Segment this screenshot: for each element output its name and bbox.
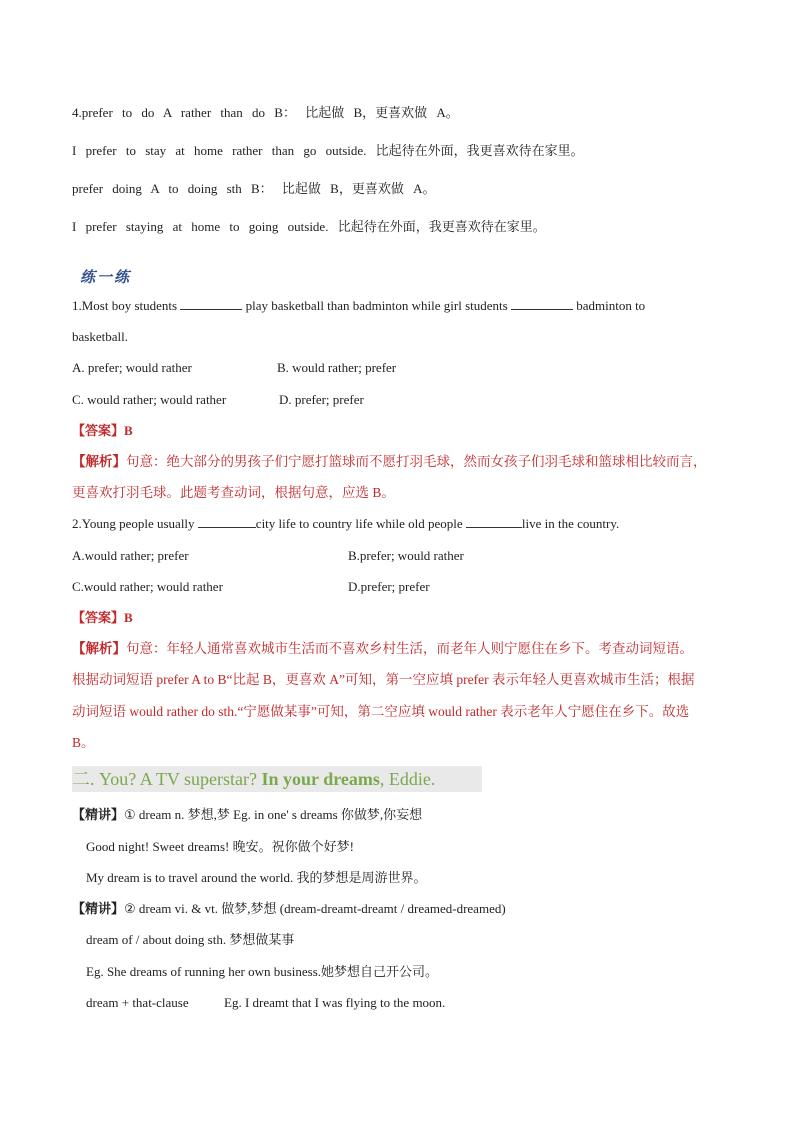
note-1-example-2: My dream is to travel around the world. 我的梦想是周游世界。 — [86, 870, 427, 885]
note-2-example-1: dream of / about doing sth. 梦想做某事 — [86, 932, 295, 947]
rule-example-2: I prefer staying at home to going outside. 比起待在外面，我更喜欢待在家里。 — [72, 219, 546, 234]
q1-answer-value: B — [124, 423, 133, 438]
rule-line-2: prefer doing A to doing sth B： 比起做 B，更喜欢做 A。 — [72, 181, 436, 196]
q2-blank-2 — [466, 515, 522, 528]
q2-answer-label: 【答案】 — [72, 610, 125, 625]
q2-analysis-text-1: 句意：年轻人通常喜欢城市生活而不喜欢乡村生活，而老年人则宁愿住在乡下。考查动词短语。 — [126, 641, 693, 656]
heading-suffix: , Eddie. — [379, 769, 436, 789]
heading-prefix: 二. You? A TV superstar? — [72, 769, 262, 789]
q2-analysis-line-3: 动词短语 would rather do sth.“宁愿做某事”可知，第二空应填 would rather 表示老年人宁愿住在乡下。故选 — [72, 704, 690, 719]
note-2-text: ② dream vi. & vt. 做梦,梦想 (dream-dreamt-dreamt / dreamed-dreamed) — [124, 901, 506, 916]
note-2-example-3a: dream + that-clause — [86, 995, 189, 1010]
q1-answer — [72, 422, 133, 440]
note-1-label: 【精讲】 — [72, 807, 125, 822]
q2-blank-1 — [198, 515, 256, 528]
q1-option-a: A. prefer; would rather — [72, 360, 192, 375]
q2-stem-part-c: live in the country. — [521, 516, 620, 531]
question-2-stem — [72, 515, 619, 533]
note-1-text: ① dream n. 梦想,梦 Eg. in one' s dreams 你做梦,你妄想 — [124, 807, 423, 822]
q1-analysis-text-1: 句意：绝大部分的男孩子们宁愿打篮球而不愿打羽毛球，然而女孩子们羽毛球和篮球相比较而言， — [126, 454, 707, 469]
q2-option-d: D.prefer; prefer — [348, 579, 430, 594]
q1-option-c: C. would rather; would rather — [72, 392, 227, 407]
q2-analysis-line-1 — [72, 640, 693, 658]
rule-example-1: I prefer to stay at home rather than go outside. 比起待在外面，我更喜欢待在家里。 — [72, 143, 584, 158]
question-1-stem-cont: basketball. — [72, 329, 128, 344]
note-2-example-2: Eg. She dreams of running her own business.她梦想自己开公司。 — [86, 964, 439, 979]
q2-analysis-label: 【解析】 — [72, 641, 126, 656]
note-2-example-3b: Eg. I dreamt that I was flying to the moon. — [224, 995, 446, 1010]
note-2 — [72, 900, 506, 918]
q2-stem-part-b: city life to country life while old people — [255, 516, 466, 531]
q2-analysis-line-2: 根据动词短语 prefer A to B“比起 B，更喜欢 A”可知，第一空应填 prefer 表示年轻人更喜欢城市生活；根据 — [72, 672, 695, 687]
rule-line-1: 4.prefer to do A rather than do B： 比起做 B，更喜欢做 A。 — [72, 105, 459, 120]
q1-analysis-line-2: 更喜欢打羽毛球。此题考查动词，根据句意，应选 B。 — [72, 485, 395, 500]
section-heading — [72, 766, 482, 792]
q1-analysis-label: 【解析】 — [72, 454, 126, 469]
q2-option-c: C.would rather; would rather — [72, 579, 223, 594]
q1-blank-2 — [511, 297, 573, 310]
q1-stem-part-c: badminton to — [572, 298, 646, 313]
question-1-stem — [72, 297, 645, 315]
note-1 — [72, 806, 422, 824]
q1-answer-label: 【答案】 — [72, 423, 125, 438]
q2-answer — [72, 609, 133, 627]
q1-blank-1 — [180, 297, 242, 310]
q2-analysis-line-4: B。 — [72, 735, 95, 750]
heading-bold: In your dreams — [261, 769, 380, 789]
q2-stem-part-a: 2.Young people usually — [72, 516, 198, 531]
note-1-example-1: Good night! Sweet dreams! 晚安。祝你做个好梦! — [86, 839, 354, 854]
practice-label: 练一练 — [80, 268, 132, 286]
note-2-label: 【精讲】 — [72, 901, 125, 916]
q1-analysis-line-1 — [72, 453, 707, 471]
q1-option-b: B. would rather; prefer — [277, 360, 397, 375]
q2-option-b: B.prefer; would rather — [348, 548, 464, 563]
q1-option-d: D. prefer; prefer — [279, 392, 364, 407]
q1-stem-part-a: 1.Most boy students — [72, 298, 181, 313]
q2-answer-value: B — [124, 610, 133, 625]
q2-option-a: A.would rather; prefer — [72, 548, 189, 563]
q1-stem-part-b: play basketball than badminton while girl students — [242, 298, 511, 313]
